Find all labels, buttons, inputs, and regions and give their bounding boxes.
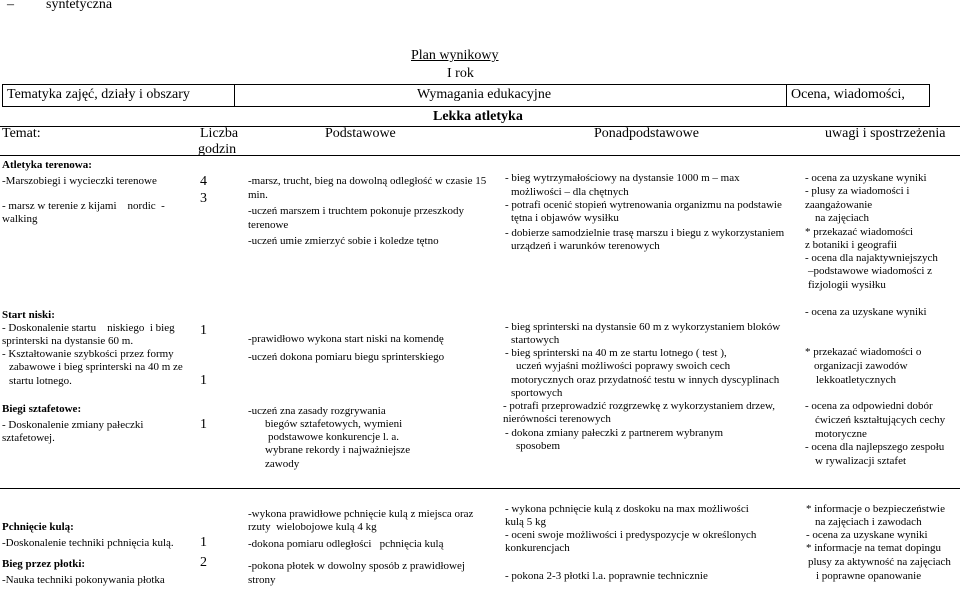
row2-topic-line: - Kształtowanie szybkości przez formy — [2, 348, 174, 360]
rule-header-left — [2, 84, 3, 106]
rule-header-v1 — [234, 84, 235, 106]
row2-advanced-line: motorycznych oraz przydatność testu w innych dyscyplinach — [511, 374, 780, 386]
row2-advanced-line: - potrafi przeprowadzić rozgrzewkę z wykorzystaniem drzew, — [503, 400, 776, 412]
row2-topic-line: zabawowe i bieg sprinterski na 40 m ze — [9, 361, 183, 373]
row2-basic-line: podstawowe konkurencje l. a. — [268, 431, 400, 443]
row3-basic-line: -dokona pomiaru odległości pchnięcia kulą — [248, 538, 444, 550]
row1-basic-line: -marsz, trucht, bieg na dowolną odległość w czasie 15 — [248, 175, 487, 187]
row3-topic-line: -Doskonalenie techniki pchnięcia kulą. — [2, 537, 174, 549]
row1-notes-line: - ocena za uzyskane wyniki — [805, 172, 927, 184]
row1-basic-line: terenowe — [248, 219, 289, 231]
header-requirements: Wymagania edukacyjne — [417, 87, 552, 102]
row2-notes-line: ćwiczeń kształtujących cechy — [815, 414, 946, 426]
row3-basic-line: rzuty wielobojowe kulą 4 kg — [248, 521, 377, 533]
top-dash: – — [7, 0, 14, 12]
row3-notes-line: plusy za aktywność na zajęciach — [808, 556, 951, 568]
header-notes: uwagi i spostrzeżenia — [825, 126, 946, 141]
row2-hours: 1 — [200, 323, 207, 338]
row2-topic-line: - Doskonalenie startu niskiego i bieg — [2, 322, 175, 334]
row1-advanced-line: urządzeń i warunków terenowych — [511, 240, 660, 252]
row2-advanced-line: - bieg sprinterski na dystansie 60 m z wykorzystaniem bloków — [505, 321, 781, 333]
row2-notes-line: motoryczne — [815, 428, 867, 440]
row3-notes-line: - ocena za uzyskane wyniki — [806, 529, 928, 541]
row2-notes-line: lekkoatletycznych — [816, 374, 897, 386]
row3-topic-title: Bieg przez płotki: — [2, 558, 86, 570]
row1-advanced-line: - potrafi ocenić stopień wytrenowania organizmu na podstawie — [505, 199, 782, 211]
rule-header-top — [2, 84, 930, 85]
row2-advanced-line: - dokona zmiany pałeczki z partnerem wybranym — [505, 427, 724, 439]
row3-basic-line: -pokona płotek w dowolny sposób z prawidłowej — [248, 560, 465, 572]
row2-topic-line: startu lotnego. — [9, 375, 72, 387]
row2-notes-line: - ocena dla najlepszego zespołu — [805, 441, 945, 453]
row1-advanced-line: - bieg wytrzymałościowy na dystansie 1000 m – max — [505, 172, 740, 184]
row2-notes-line: - ocena za uzyskane wyniki — [805, 306, 927, 318]
row3-hours: 1 — [200, 535, 207, 550]
row3-notes-line: i poprawne opanowanie — [816, 570, 922, 582]
row1-notes-line: z botaniki i geografii — [805, 239, 897, 251]
plan-title: Plan wynikowy — [411, 48, 499, 63]
row3-advanced-line: konkurencjach — [505, 542, 570, 554]
row1-hours: 3 — [200, 191, 207, 206]
top-word: syntetyczna — [46, 0, 113, 12]
row1-notes-line: - ocena dla najaktywniejszych — [805, 252, 938, 264]
rule-row3-top — [0, 488, 960, 489]
header-topics: Tematyka zajęć, działy i obszary — [7, 87, 190, 102]
row3-notes-line: * informacje na temat dopingu — [806, 542, 942, 554]
row2-topic-line: - Doskonalenie zmiany pałeczki — [2, 419, 144, 431]
row2-notes-line: * przekazać wiadomości o — [805, 346, 922, 358]
row1-advanced-line: tętna i objawów wysiłku — [511, 212, 619, 224]
row2-topic-title: Start niski: — [2, 309, 55, 321]
row2-advanced-line: nierówności terenowych — [503, 413, 611, 425]
row3-topic-line: -Nauka techniki pokonywania płotka — [2, 574, 165, 586]
row2-hours: 1 — [200, 373, 207, 388]
row2-advanced-line: uczeń wyjaśni możliwości poprawy swoich cech — [516, 360, 731, 372]
row1-topic-line: walking — [2, 213, 38, 225]
row2-notes-line: organizacji zawodów — [814, 360, 908, 372]
row1-advanced-line: - dobierze samodzielnie trasę marszu i biegu z wykorzystaniem — [505, 227, 785, 239]
row2-advanced-line: sposobem — [516, 440, 560, 452]
header-basic: Podstawowe — [325, 126, 396, 141]
row3-basic-line: -wykona prawidłowe pchnięcie kulą z miejsca oraz — [248, 508, 474, 520]
row3-topic-title: Pchnięcie kulą: — [2, 521, 74, 533]
row2-notes-line: w rywalizacji sztafet — [815, 455, 907, 467]
row2-basic-line: zawody — [265, 458, 300, 470]
row1-basic-line: -uczeń umie zmierzyć sobie i koledze tętno — [248, 235, 439, 247]
row1-basic-line: min. — [248, 189, 268, 201]
row2-notes-line: - ocena za odpowiedni dobór — [805, 400, 933, 412]
header-advanced: Ponadpodstawowe — [594, 126, 699, 141]
plan-class: I rok — [447, 66, 474, 81]
row3-advanced-line: - wykona pchnięcie kulą z doskoku na max możliwości — [505, 503, 749, 515]
row2-hours: 1 — [200, 417, 207, 432]
row3-notes-line: na zajęciach i zawodach — [815, 516, 922, 528]
row2-basic-line: -prawidłowo wykona start niski na komendę — [248, 333, 444, 345]
row1-advanced-line: możliwości – dla chętnych — [511, 186, 629, 198]
header-assessment: Ocena, wiadomości, — [791, 87, 905, 102]
row1-basic-line: -uczeń marszem i truchtem pokonuje przeszkody — [248, 205, 464, 217]
row2-topic-title: Biegi sztafetowe: — [2, 403, 82, 415]
header-liczba: Liczba — [200, 126, 239, 141]
row2-advanced-line: startowych — [511, 334, 560, 346]
row2-basic-line: wybrane rekordy i najważniejsze — [265, 444, 411, 456]
row2-basic-line: -uczeń zna zasady rozgrywania — [248, 405, 386, 417]
row1-notes-line: fizjologii wysiłku — [808, 279, 886, 291]
row2-advanced-line: - bieg sprinterski na 40 m ze startu lotnego ( test ), — [505, 347, 727, 359]
row2-basic-line: -uczeń dokona pomiaru biegu sprinterskiego — [248, 351, 445, 363]
rule-header-v2 — [786, 84, 787, 106]
row3-advanced-line: - pokona 2-3 płotki l.a. poprawnie technicznie — [505, 570, 708, 582]
row3-advanced-line: - oceni swoje możliwości i predyspozycje w określonych — [505, 529, 757, 541]
row3-hours: 2 — [200, 555, 207, 570]
rule-header-right — [929, 84, 930, 106]
row2-topic-line: sprinterski na dystansie 60 m. — [2, 335, 134, 347]
row1-notes-line: na zajęciach — [815, 212, 870, 224]
section-title: Lekka atletyka — [433, 109, 523, 124]
row2-basic-line: biegów sztafetowych, wymieni — [265, 418, 403, 430]
rule-section — [0, 126, 960, 127]
header-temat: Temat: — [2, 126, 41, 141]
header-godzin: godzin — [198, 142, 237, 157]
row1-notes-line: zaangażowanie — [805, 199, 873, 211]
row2-topic-line: sztafetowej. — [2, 432, 55, 444]
row3-basic-line: strony — [248, 574, 276, 586]
row1-notes-line: –podstawowe wiadomości z — [808, 265, 933, 277]
row2-advanced-line: sportowych — [511, 387, 563, 399]
row1-topic-title: Atletyka terenowa: — [2, 159, 92, 171]
row1-hours: 4 — [200, 174, 207, 189]
row1-notes-line: - plusy za wiadomości i — [805, 185, 910, 197]
rule-header-mid — [2, 106, 930, 107]
row3-advanced-line: kulą 5 kg — [505, 516, 546, 528]
row1-notes-line: * przekazać wiadomości — [805, 226, 914, 238]
row1-topic-line: -Marszobiegi i wycieczki terenowe — [2, 175, 157, 187]
row3-notes-line: * informacje o bezpieczeństwie — [806, 503, 945, 515]
row1-topic-line: - marsz w terenie z kijami nordic - — [2, 200, 165, 212]
rule-subheader — [0, 155, 960, 156]
